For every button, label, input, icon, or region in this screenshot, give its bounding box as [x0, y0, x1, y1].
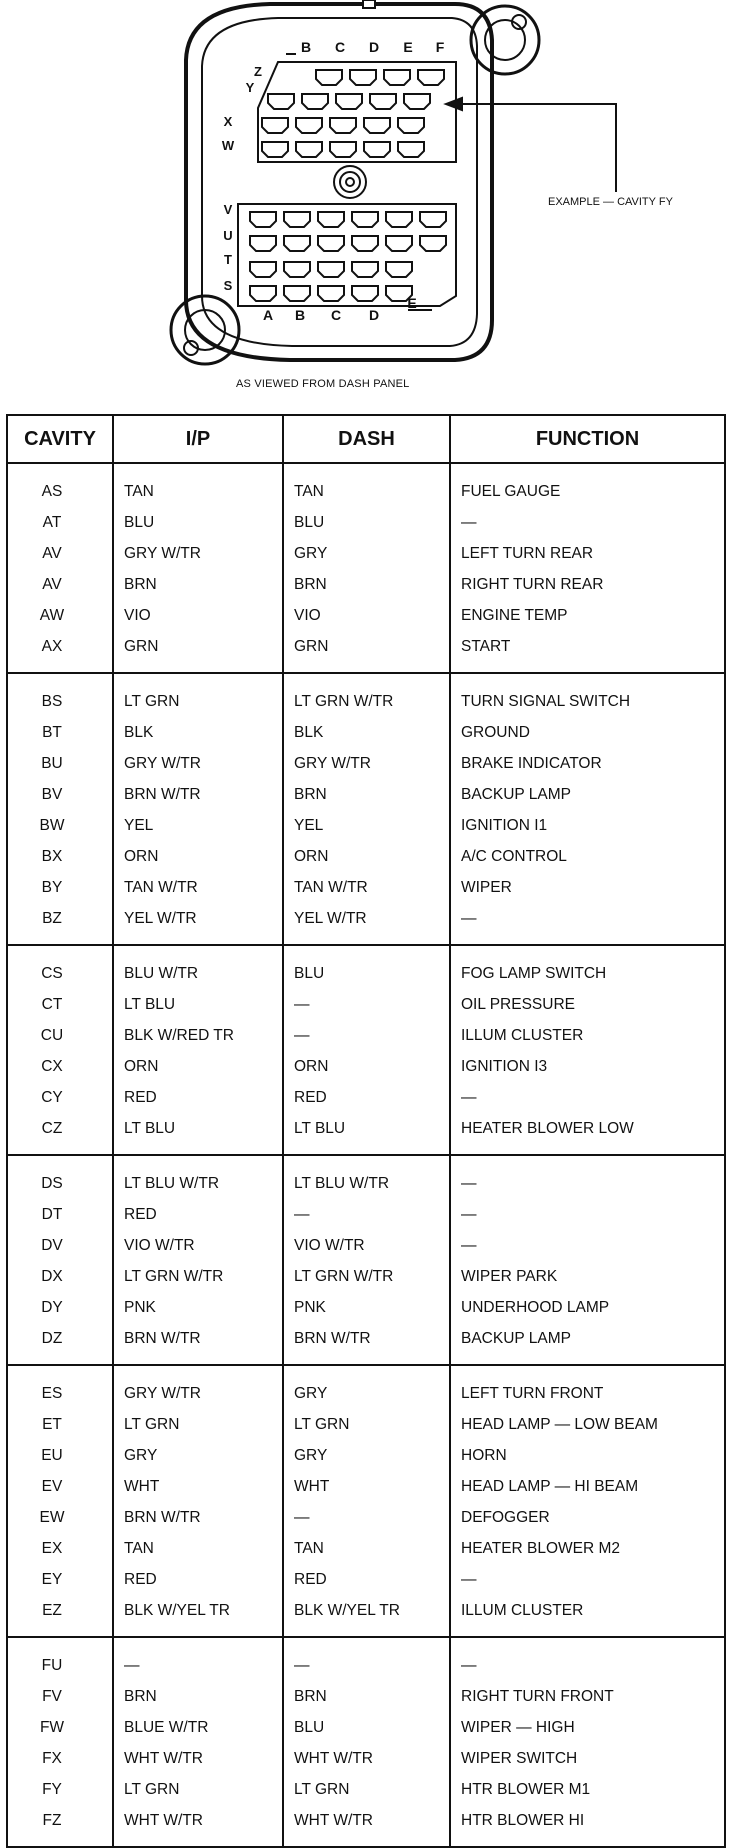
dash-wire-cell: WHT W/TR — [283, 1805, 450, 1847]
ip-wire-cell: RED — [113, 1199, 283, 1230]
cavity-terminal — [420, 212, 446, 227]
dash-wire-cell: WHT — [283, 1471, 450, 1502]
cavity-cell: BZ — [7, 903, 113, 945]
ip-wire-cell: TAN W/TR — [113, 872, 283, 903]
cavity-letter: V — [223, 202, 233, 217]
dash-wire-cell: BRN — [283, 779, 450, 810]
ip-wire-cell: YEL — [113, 810, 283, 841]
cavity-terminal — [284, 286, 310, 301]
function-cell: IGNITION I1 — [450, 810, 725, 841]
cavity-group — [7, 1365, 725, 1637]
cavity-terminal — [316, 70, 342, 85]
cavity-cell: AT — [7, 507, 113, 538]
cavity-terminal — [352, 262, 378, 277]
cavity-terminal — [352, 286, 378, 301]
ip-wire-cell: TAN — [113, 1533, 283, 1564]
cavity-letter: E — [407, 295, 417, 311]
table-row — [7, 903, 725, 945]
cavity-letter: Z — [254, 64, 262, 79]
table-row — [7, 1409, 725, 1440]
cavity-letter: X — [223, 114, 233, 129]
cavity-cell: FU — [7, 1637, 113, 1681]
cavity-letter: W — [221, 138, 235, 153]
table-row — [7, 1805, 725, 1847]
cavity-terminal — [364, 118, 390, 133]
dash-wire-cell: BLK — [283, 717, 450, 748]
cavity-cell: BY — [7, 872, 113, 903]
ip-wire-cell: GRN — [113, 631, 283, 673]
function-cell: TURN SIGNAL SWITCH — [450, 673, 725, 717]
dash-wire-cell: VIO W/TR — [283, 1230, 450, 1261]
cavity-terminal — [364, 142, 390, 157]
lower-cavity-block — [238, 204, 456, 306]
table-row — [7, 673, 725, 717]
cavity-table — [6, 414, 726, 1848]
cavity-cell: CX — [7, 1051, 113, 1082]
function-cell: WIPER — [450, 872, 725, 903]
ip-wire-cell: VIO — [113, 600, 283, 631]
ip-wire-cell: BRN — [113, 1681, 283, 1712]
dash-wire-cell: — — [283, 1502, 450, 1533]
cavity-terminal — [296, 142, 322, 157]
ip-wire-cell: LT GRN — [113, 673, 283, 717]
table-row — [7, 872, 725, 903]
cavity-cell: FV — [7, 1681, 113, 1712]
cavity-group — [7, 1155, 725, 1365]
table-row — [7, 1564, 725, 1595]
function-cell: WIPER PARK — [450, 1261, 725, 1292]
dash-wire-cell: GRY — [283, 1365, 450, 1409]
function-cell: HORN — [450, 1440, 725, 1471]
dash-wire-cell: LT GRN — [283, 1774, 450, 1805]
table-row — [7, 1323, 725, 1365]
ip-wire-cell: BLU — [113, 507, 283, 538]
table-row — [7, 1440, 725, 1471]
dash-wire-cell: GRY W/TR — [283, 748, 450, 779]
dash-wire-cell: YEL W/TR — [283, 903, 450, 945]
cavity-cell: DV — [7, 1230, 113, 1261]
cavity-cell: BT — [7, 717, 113, 748]
cavity-cell: ES — [7, 1365, 113, 1409]
cavity-terminal — [250, 212, 276, 227]
cavity-cell: EU — [7, 1440, 113, 1471]
dash-wire-cell: LT BLU — [283, 1113, 450, 1155]
function-cell: HEAD LAMP — LOW BEAM — [450, 1409, 725, 1440]
table-row — [7, 1261, 725, 1292]
cavity-cell: EV — [7, 1471, 113, 1502]
cavity-cell: BX — [7, 841, 113, 872]
cavity-terminal — [386, 212, 412, 227]
table-row — [7, 1681, 725, 1712]
table-row — [7, 1774, 725, 1805]
latch-top-right — [471, 6, 539, 74]
header-dash: DASH — [283, 415, 450, 463]
ip-wire-cell: WHT — [113, 1471, 283, 1502]
cavity-group — [7, 945, 725, 1155]
cavity-terminal — [384, 70, 410, 85]
header-function: FUNCTION — [450, 415, 725, 463]
table-row — [7, 631, 725, 673]
cavity-cell: EZ — [7, 1595, 113, 1637]
cavity-terminal — [398, 118, 424, 133]
ip-wire-cell: LT GRN — [113, 1774, 283, 1805]
table-row — [7, 841, 725, 872]
ip-wire-cell: WHT W/TR — [113, 1743, 283, 1774]
cavity-terminal — [418, 70, 444, 85]
dash-wire-cell: TAN — [283, 1533, 450, 1564]
center-bolt-icon — [334, 166, 366, 198]
cavity-terminal — [318, 236, 344, 251]
cavity-terminal — [318, 212, 344, 227]
table-row — [7, 989, 725, 1020]
dash-wire-cell: BRN — [283, 569, 450, 600]
function-cell: HEATER BLOWER M2 — [450, 1533, 725, 1564]
cavity-terminal — [284, 262, 310, 277]
function-cell: BRAKE INDICATOR — [450, 748, 725, 779]
table-row — [7, 810, 725, 841]
function-cell: FOG LAMP SWITCH — [450, 945, 725, 989]
cavity-letter: S — [223, 278, 233, 293]
dash-wire-cell: LT GRN W/TR — [283, 1261, 450, 1292]
function-cell: ENGINE TEMP — [450, 600, 725, 631]
function-cell: — — [450, 1637, 725, 1681]
cavity-terminal — [284, 212, 310, 227]
table-row — [7, 1051, 725, 1082]
function-cell: BACKUP LAMP — [450, 1323, 725, 1365]
cavity-letter: T — [224, 252, 232, 267]
dash-wire-cell: GRY — [283, 538, 450, 569]
dash-wire-cell: WHT W/TR — [283, 1743, 450, 1774]
cavity-letter: B — [300, 39, 312, 55]
ip-wire-cell: LT BLU W/TR — [113, 1155, 283, 1199]
latch-bottom-left — [171, 296, 239, 364]
table-row — [7, 1082, 725, 1113]
ip-wire-cell: BRN W/TR — [113, 1502, 283, 1533]
cavity-terminal — [262, 118, 288, 133]
ip-wire-cell: LT BLU — [113, 1113, 283, 1155]
cavity-terminal — [330, 142, 356, 157]
ip-wire-cell: BRN W/TR — [113, 779, 283, 810]
table-row — [7, 1292, 725, 1323]
dash-wire-cell: BLU — [283, 507, 450, 538]
cavity-terminal — [284, 236, 310, 251]
dash-wire-cell: — — [283, 1020, 450, 1051]
cavity-terminal — [318, 262, 344, 277]
table-row — [7, 945, 725, 989]
cavity-cell: EX — [7, 1533, 113, 1564]
dash-wire-cell: ORN — [283, 841, 450, 872]
cavity-letter: D — [368, 307, 380, 323]
cavity-letter: C — [330, 307, 342, 323]
dash-wire-cell: BRN W/TR — [283, 1323, 450, 1365]
header-ip: I/P — [113, 415, 283, 463]
cavity-terminal — [398, 142, 424, 157]
cavity-cell: AW — [7, 600, 113, 631]
cavity-cell: BU — [7, 748, 113, 779]
cavity-letter: U — [223, 228, 233, 243]
cavity-cell: AV — [7, 538, 113, 569]
function-cell: FUEL GAUGE — [450, 463, 725, 507]
ip-wire-cell: GRY — [113, 1440, 283, 1471]
cavity-terminal — [336, 94, 362, 109]
dash-wire-cell: ORN — [283, 1051, 450, 1082]
ip-wire-cell: TAN — [113, 463, 283, 507]
table-row — [7, 1743, 725, 1774]
ip-wire-cell: BRN — [113, 569, 283, 600]
cavity-cell: ET — [7, 1409, 113, 1440]
dash-wire-cell: GRN — [283, 631, 450, 673]
cavity-cell: DY — [7, 1292, 113, 1323]
ip-wire-cell: RED — [113, 1564, 283, 1595]
cavity-cell: AV — [7, 569, 113, 600]
dash-wire-cell: LT GRN — [283, 1409, 450, 1440]
dash-wire-cell: LT GRN W/TR — [283, 673, 450, 717]
table-row — [7, 1020, 725, 1051]
function-cell: — — [450, 1082, 725, 1113]
function-cell: HTR BLOWER M1 — [450, 1774, 725, 1805]
function-cell: UNDERHOOD LAMP — [450, 1292, 725, 1323]
table-row — [7, 600, 725, 631]
cavity-terminal — [296, 118, 322, 133]
dash-wire-cell: BLK W/YEL TR — [283, 1595, 450, 1637]
function-cell: START — [450, 631, 725, 673]
cavity-letter: B — [294, 307, 306, 323]
function-cell: OIL PRESSURE — [450, 989, 725, 1020]
cavity-letter: Y — [245, 80, 255, 95]
ip-wire-cell: YEL W/TR — [113, 903, 283, 945]
cavity-cell: FZ — [7, 1805, 113, 1847]
cavity-terminal — [318, 286, 344, 301]
table-row — [7, 1155, 725, 1199]
cavity-cell: FX — [7, 1743, 113, 1774]
cavity-cell: FW — [7, 1712, 113, 1743]
cavity-terminal — [404, 94, 430, 109]
table-row — [7, 1712, 725, 1743]
dash-wire-cell: GRY — [283, 1440, 450, 1471]
dash-wire-cell: PNK — [283, 1292, 450, 1323]
cavity-terminal — [386, 236, 412, 251]
table-row — [7, 1533, 725, 1564]
cavity-terminal — [420, 236, 446, 251]
cavity-cell: CZ — [7, 1113, 113, 1155]
table-row — [7, 507, 725, 538]
table-row — [7, 1230, 725, 1261]
function-cell: — — [450, 1230, 725, 1261]
cavity-terminal — [352, 212, 378, 227]
cavity-terminal — [350, 70, 376, 85]
cavity-terminal — [370, 94, 396, 109]
cavity-terminal — [250, 236, 276, 251]
ip-wire-cell: BLUE W/TR — [113, 1712, 283, 1743]
table-row — [7, 1595, 725, 1637]
cavity-cell: CS — [7, 945, 113, 989]
function-cell: A/C CONTROL — [450, 841, 725, 872]
ip-wire-cell: LT BLU — [113, 989, 283, 1020]
ip-wire-cell: GRY W/TR — [113, 748, 283, 779]
ip-wire-cell: GRY W/TR — [113, 538, 283, 569]
dash-wire-cell: BLU — [283, 945, 450, 989]
dash-wire-cell: RED — [283, 1564, 450, 1595]
dash-wire-cell: RED — [283, 1082, 450, 1113]
callout-leader — [446, 98, 616, 192]
function-cell: HEAD LAMP — HI BEAM — [450, 1471, 725, 1502]
dash-wire-cell: LT BLU W/TR — [283, 1155, 450, 1199]
cavity-cell: CT — [7, 989, 113, 1020]
ip-wire-cell: — — [113, 1637, 283, 1681]
function-cell: LEFT TURN FRONT — [450, 1365, 725, 1409]
ip-wire-cell: GRY W/TR — [113, 1365, 283, 1409]
function-cell: IGNITION I3 — [450, 1051, 725, 1082]
function-cell: — — [450, 903, 725, 945]
cavity-terminal — [268, 94, 294, 109]
ip-wire-cell: BLU W/TR — [113, 945, 283, 989]
table-row — [7, 1199, 725, 1230]
function-cell: LEFT TURN REAR — [450, 538, 725, 569]
dash-wire-cell: VIO — [283, 600, 450, 631]
function-cell: GROUND — [450, 717, 725, 748]
table-row — [7, 1113, 725, 1155]
dash-wire-cell: — — [283, 989, 450, 1020]
ip-wire-cell: ORN — [113, 841, 283, 872]
function-cell: RIGHT TURN FRONT — [450, 1681, 725, 1712]
cavity-cell: CU — [7, 1020, 113, 1051]
function-cell: WIPER SWITCH — [450, 1743, 725, 1774]
function-cell: BACKUP LAMP — [450, 779, 725, 810]
ip-wire-cell: LT GRN W/TR — [113, 1261, 283, 1292]
function-cell: WIPER — HIGH — [450, 1712, 725, 1743]
dash-wire-cell: TAN — [283, 463, 450, 507]
ip-wire-cell: RED — [113, 1082, 283, 1113]
cavity-cell: CY — [7, 1082, 113, 1113]
cavity-letter: C — [334, 39, 346, 55]
dash-wire-cell: BLU — [283, 1712, 450, 1743]
cavity-cell: BS — [7, 673, 113, 717]
cavity-terminal — [330, 118, 356, 133]
cavity-terminal — [250, 286, 276, 301]
ip-wire-cell: BLK W/YEL TR — [113, 1595, 283, 1637]
table-row — [7, 569, 725, 600]
ip-wire-cell: BRN W/TR — [113, 1323, 283, 1365]
table-row — [7, 1637, 725, 1681]
function-cell: — — [450, 1564, 725, 1595]
table-row — [7, 463, 725, 507]
function-cell: HTR BLOWER HI — [450, 1805, 725, 1847]
cavity-cell: AX — [7, 631, 113, 673]
table-row — [7, 1365, 725, 1409]
cavity-letter: D — [368, 39, 380, 55]
cavity-terminal — [262, 142, 288, 157]
cavity-terminal — [352, 236, 378, 251]
diagram-caption: AS VIEWED FROM DASH PANEL — [236, 378, 410, 390]
cavity-cell: EY — [7, 1564, 113, 1595]
cavity-terminal — [302, 94, 328, 109]
ip-wire-cell: VIO W/TR — [113, 1230, 283, 1261]
cavity-cell: EW — [7, 1502, 113, 1533]
ip-wire-cell: BLK W/RED TR — [113, 1020, 283, 1051]
cavity-cell: AS — [7, 463, 113, 507]
dash-wire-cell: — — [283, 1199, 450, 1230]
ip-wire-cell: BLK — [113, 717, 283, 748]
table-row — [7, 748, 725, 779]
table-row — [7, 1502, 725, 1533]
cavity-terminal — [250, 262, 276, 277]
function-cell: HEATER BLOWER LOW — [450, 1113, 725, 1155]
example-callout: EXAMPLE — CAVITY FY — [548, 196, 673, 208]
connector-top-tab — [363, 0, 375, 8]
cavity-cell: DS — [7, 1155, 113, 1199]
dash-wire-cell: TAN W/TR — [283, 872, 450, 903]
function-cell: DEFOGGER — [450, 1502, 725, 1533]
function-cell: ILLUM CLUSTER — [450, 1595, 725, 1637]
function-cell: — — [450, 507, 725, 538]
cavity-cell: BW — [7, 810, 113, 841]
cavity-terminal — [386, 262, 412, 277]
cavity-letter: F — [435, 39, 445, 55]
header-cavity: CAVITY — [7, 415, 113, 463]
cavity-cell: FY — [7, 1774, 113, 1805]
table-row — [7, 1471, 725, 1502]
dash-wire-cell: — — [283, 1637, 450, 1681]
ip-wire-cell: ORN — [113, 1051, 283, 1082]
cavity-letter: E — [403, 39, 413, 55]
function-cell: RIGHT TURN REAR — [450, 569, 725, 600]
table-row — [7, 717, 725, 748]
cavity-group — [7, 673, 725, 945]
table-row — [7, 538, 725, 569]
ip-wire-cell: WHT W/TR — [113, 1805, 283, 1847]
function-cell: ILLUM CLUSTER — [450, 1020, 725, 1051]
ip-wire-cell: LT GRN — [113, 1409, 283, 1440]
dash-wire-cell: YEL — [283, 810, 450, 841]
dash-wire-cell: BRN — [283, 1681, 450, 1712]
cavity-group — [7, 1637, 725, 1847]
table-header-row — [7, 415, 725, 463]
cavity-letter: A — [262, 307, 274, 323]
ip-wire-cell: PNK — [113, 1292, 283, 1323]
cavity-cell: DX — [7, 1261, 113, 1292]
cavity-cell: DZ — [7, 1323, 113, 1365]
function-cell: — — [450, 1155, 725, 1199]
cavity-cell: BV — [7, 779, 113, 810]
table-row — [7, 779, 725, 810]
cavity-cell: DT — [7, 1199, 113, 1230]
cavity-group — [7, 463, 725, 673]
function-cell: — — [450, 1199, 725, 1230]
